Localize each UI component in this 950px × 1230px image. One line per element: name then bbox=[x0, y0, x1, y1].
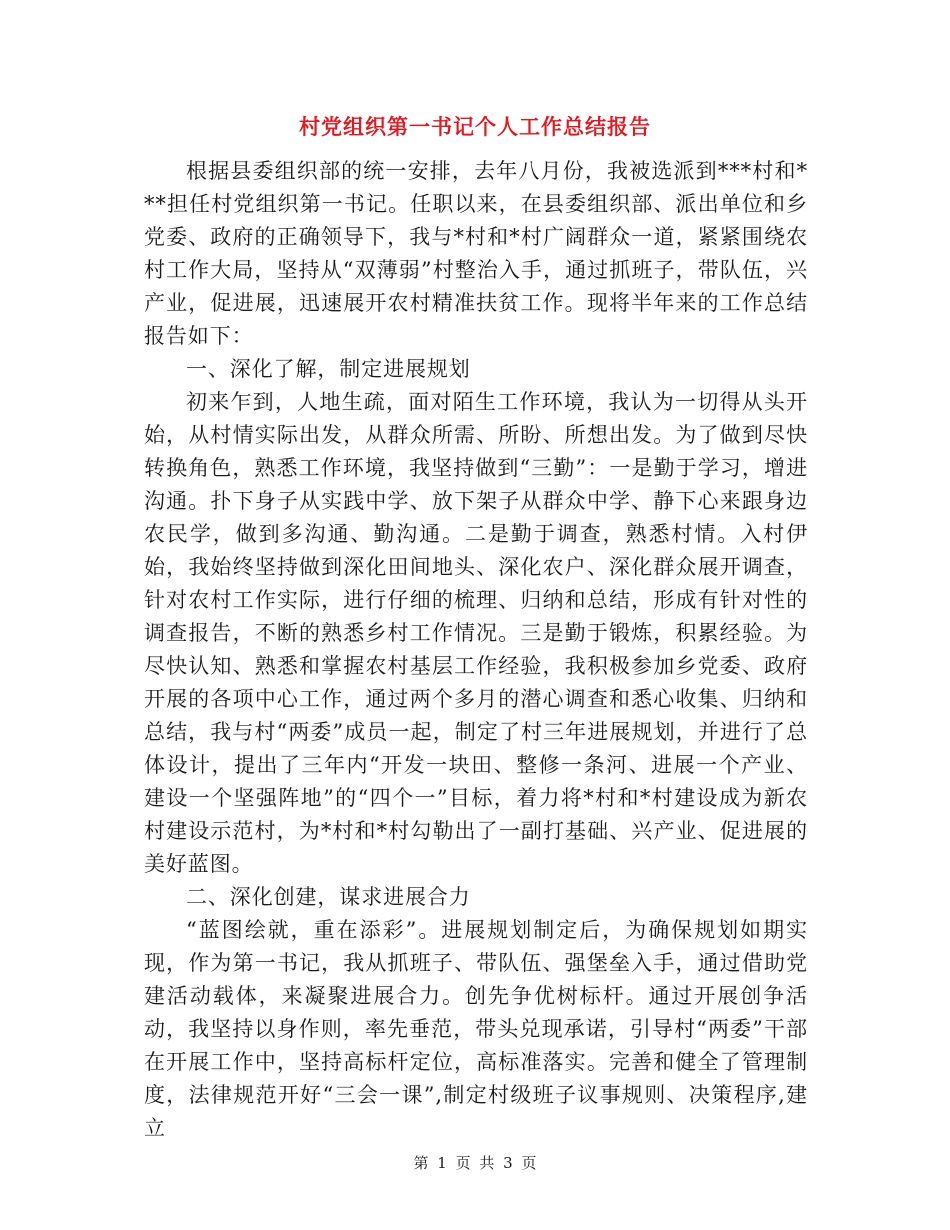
page-footer: 第 1 页 共 3 页 bbox=[413, 1154, 537, 1172]
section-heading-2: 二、深化创建，谋求进展合力 bbox=[186, 885, 471, 909]
paragraph-intro: 根据县委组织部的统一安排，去年八月份，我被选派到***村和***担任村党组织第一书记。任职以来，在县委组织部、派出单位和乡党委、政府的正确领导下，我与*村和*村广阔群众一道，紧紧围绕农村工作大局，坚持从“双薄弱”村整治入手，通过抓班子，带队伍，兴产业，促进展，迅速展开农村精准扶贫工作。现将半年来的工作总结报告如下： bbox=[144, 159, 808, 348]
paragraph-section-2: “蓝图绘就，重在添彩”。进展规划制定后，为确保规划如期实现，作为第一书记，我从抓班子、带队伍、强堡垒入手，通过借助党建活动载体，来凝聚进展合力。创先争优树标杆。通过开展创争活动，我坚持以身作则，率先垂范，带头兑现承诺，引导村“两委”干部在开展工作中，坚持高标杆定位，高标准落实。完善和健全了管理制度，法律规范开好“三会一课”,制定村级班子议事规则、决策程序,建立 bbox=[144, 918, 808, 1140]
document-body bbox=[144, 155, 808, 1145]
section-heading-1: 一、深化了解，制定进展规划 bbox=[186, 357, 471, 381]
paragraph-section-1: 初来乍到，人地生疏，面对陌生工作环境，我认为一切得从头开始，从村情实际出发，从群众所需、所盼、所想出发。为了做到尽快转换角色，熟悉工作环境，我坚持做到“三勤”：一是勤于学习，增进沟通。扑下身子从实践中学、放下架子从群众中学、静下心来跟身边农民学，做到多沟通、勤沟通。二是勤于调查，熟悉村情。入村伊始，我始终坚持做到深化田间地头、深化农户、深化群众展开调查，针对农村工作实际，进行仔细的梳理、归纳和总结，形成有针对性的调查报告，不断的熟悉乡村工作情况。三是勤于锻炼，积累经验。为尽快认知、熟悉和掌握农村基层工作经验，我积极参加乡党委、政府开展的各项中心工作，通过两个多月的潜心调查和悉心收集、归纳和总结，我与村“两委”成员一起，制定了村三年进展规划，并进行了总体设计，提出了三年内“开发一块田、整修一条河、进展一个产业、建设一个坚强阵地”的“四个一”目标，着力将*村和*村建设成为新农村建设示范村，为*村和*村勾勒出了一副打基础、兴产业、促进展的美好蓝图。 bbox=[144, 390, 808, 876]
document-title: 村党组织第一书记个人工作总结报告 bbox=[299, 115, 651, 139]
